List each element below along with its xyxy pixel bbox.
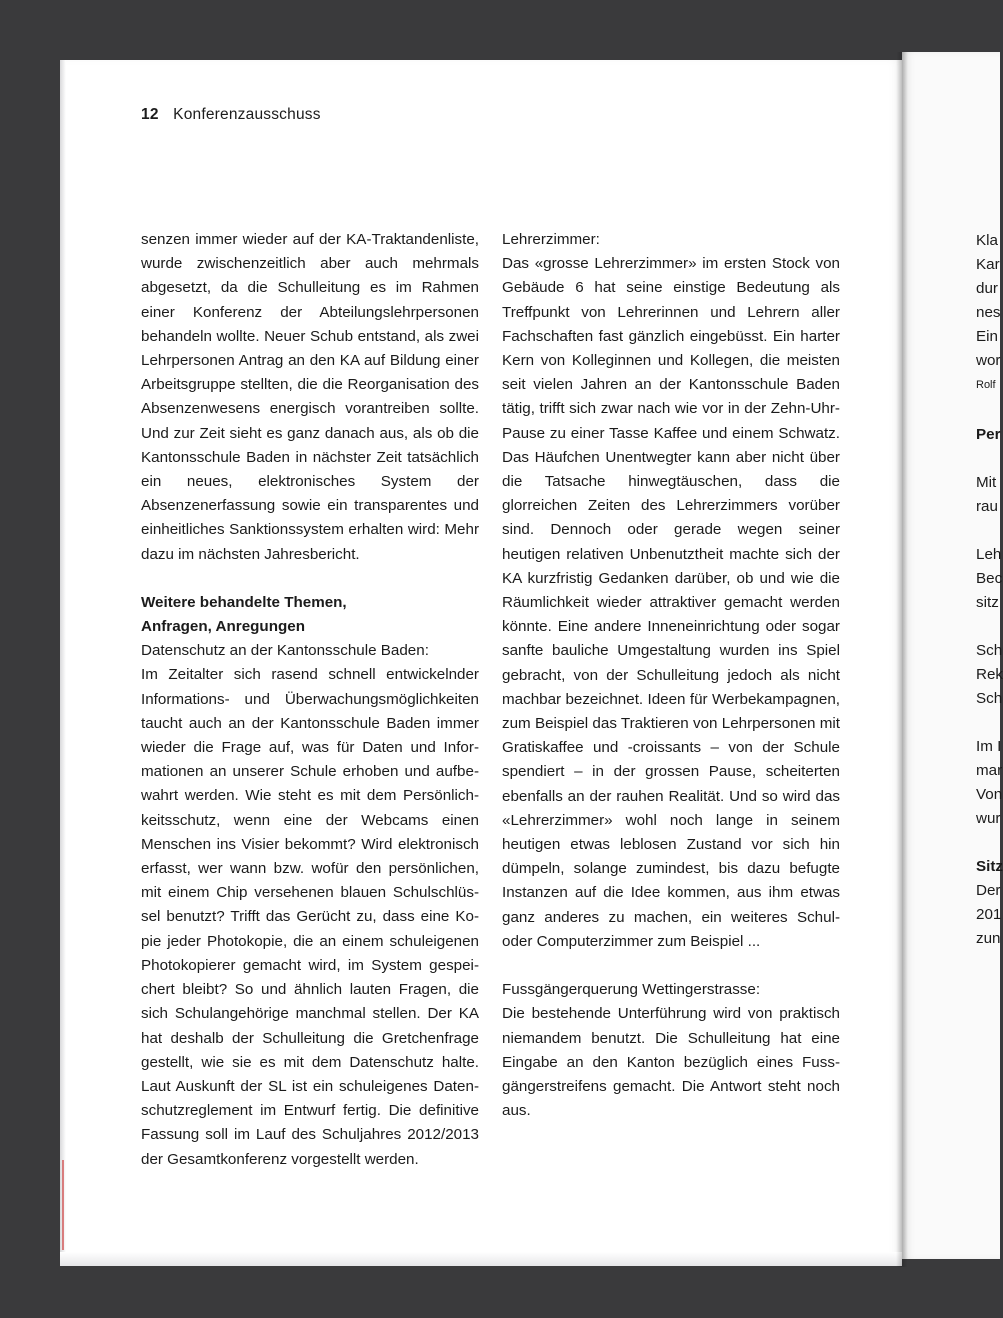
facing-page-fragment: Leh [976, 546, 1002, 563]
facing-page-fragment: zun [976, 930, 1001, 947]
facing-page-fragment: wur [976, 810, 1001, 827]
section-title: Konferenzausschuss [173, 106, 321, 123]
facing-page-fragment: sitz [976, 594, 999, 611]
facing-page-fragment: Sitz [976, 858, 1003, 875]
facing-page-fragment: nes [976, 304, 1001, 321]
left-page-edge [60, 60, 66, 1265]
facing-page-fragment: Kla [976, 232, 998, 249]
facing-page-fragment: wor [976, 352, 1001, 369]
facing-page-fragment: Sch [976, 690, 1003, 707]
facing-page-fragment: Kar [976, 256, 1000, 273]
facing-page-fragment: Im I [976, 738, 1002, 755]
facing-page-fragment: Von [976, 786, 1003, 803]
book-gutter [896, 52, 908, 1267]
topic-title-fussgaenger: Fussgängerquerung Wettingerstrasse: [502, 981, 761, 999]
facing-page-fragment: Ein [976, 328, 998, 345]
topic-paragraph-fussgaenger: Die bestehende Unterführung wird von praktisch niemandem benutzt. Die Schulleitung hat eine Eingabe an den Kanton bezüglich eines Fussgängerstreifens gemacht. Die Antwort steht noch aus. [502, 1005, 840, 1120]
facing-page-fragment: Per [976, 426, 1001, 443]
subheading-line-2: Anfragen, Anregungen [141, 618, 305, 636]
page-number: 12 [141, 106, 159, 123]
topic-title-lehrerzimmer: Lehrerzimmer: [502, 231, 600, 248]
topic-paragraph-datenschutz: Im Zeitalter sich rasend schnell entwickelnder Informations- und Überwachungsmöglichkeiten taucht auch an der Kantonsschule Baden immer wieder die Frage auf, was für Daten und Informationen an unserer Schule erhoben und aufbewahrt werden. Wie steht es mit dem Persönlichkeitsschutz, wenn eine der Webcams einen Menschen ins Visier bekommt? Wird elektronisch erfasst, wer wann bzw. wofür den persönlichen, mit einem Chip versehenen blauen Schulschlüssel benutzt? Trifft das Gerücht zu, dass eine Kopie jeder Photokopie, die an einem schuleigenen Photokopierer gemacht wird, im System gespeichert bleibt? So und ähnlich lauten Fragen, die sich Schulangehörige manchmal stellen. Der KA hat deshalb der Schulleitung die Gretchenfrage gestellt, wie sie es mit dem Datenschutz halte. Laut Auskunft der SL ist ein schuleigenes Datenschutzreglement im Entwurf fertig. Die definitive Fassung soll im Lauf des Schuljahres 2012/2013 der Gesamtkonferenz vorgestellt werden. [141, 666, 479, 1168]
facing-page-fragment: Bec [976, 570, 1003, 587]
binding-mark [62, 1160, 64, 1250]
facing-page-fragment: Rolf [976, 379, 996, 391]
right-text-column [502, 228, 840, 1123]
topic-title-datenschutz: Datenschutz an der Kantonsschule Baden: [141, 642, 429, 660]
intro-paragraph: senzen immer wieder auf der KA-Traktandenliste, wurde zwischenzeitlich aber auch mehrmals abgesetzt, da die Schulleitung es im Rahmen einer Konferenz der Abteilungslehrpersonen behandeln wollte. Neuer Schub entstand, als zwei Lehrpersonen Antrag an den KA auf Bildung einer Arbeitsgruppe stellten, die die Reorganisation des Absenzenwesens energisch vorantreiben sollte. Und zur Zeit sieht es ganz danach aus, als ob die Kantonsschule Baden in nächster Zeit tatsächlich ein neues, elektronisches System der Absenzenerfassung sowie ein transparentes und einheitliches Sanktionssystem erhalten wird: Mehr dazu im nächsten Jahresbericht. [141, 231, 479, 563]
topic-paragraph-lehrerzimmer: Das «grosse Lehrerzimmer» im ersten Stock von Gebäude 6 hat seine einstige Bedeutung als Treffpunkt von Lehrerinnen und Lehrern aller Fachschaften fast gänzlich eingebüsst. Ein harter Kern von Kolleginnen und Kollegen, die meisten seit vielen Jahren an der Kantonsschule Baden tätig, trifft sich zwar nach wie vor in der Zehn-Uhr-Pause zu einer Tasse Kaffee und einem Schwatz. Das Häufchen Unentwegter kann aber nicht über die Tatsache hinwegtäuschen, dass die glorreichen Zeiten des Lehrerzimmers vorüber sind. Dennoch oder gerade wegen seiner heutigen relativen Unbenutztheit machte sich der KA kurzfristig Gedanken darüber, ob und wie die Räumlichkeit wieder attraktiver gemacht werden könnte. Eine andere Inneneinrichtung oder sogar sanfte bauliche Umgestaltung wurden ins Spiel gebracht, von der Schulleitung jedoch als nicht machbar bezeichnet. Ideen für Werbekampagnen, zum Beispiel das Traktieren von Lehrpersonen mit Gratiskaffee und -croissants – von der Schule spendiert – in der grossen Pause, scheiterten ebenfalls an der rauhen Realität. Und so wird das «Lehrerzimmer» wohl noch lange in seinem heutigen etwas leblosen Zustand vor sich hin dümpeln, solange zumindest, bis dazu befugte Instanzen auf die Idee kommen, aus ihm etwas ganz anderes zu machen, ein weiteres Schul- oder Computerzimmer zum Beispiel ... [502, 255, 840, 950]
facing-page-fragment: Mit [976, 474, 997, 491]
facing-page-fragment: Rek [976, 666, 1003, 683]
running-header [141, 106, 321, 124]
facing-page-fragment: Der [976, 882, 1001, 899]
subheading [141, 591, 479, 639]
facing-page-fragment: Sch [976, 642, 1003, 659]
facing-page-fragment: rau [976, 498, 998, 515]
facing-page-fragment: dur [976, 280, 998, 297]
facing-page-fragment: mar [976, 762, 1003, 779]
left-text-column [141, 228, 479, 1172]
subheading-line-1: Weitere behandelte Themen, [141, 593, 347, 611]
left-page-bottom-edge [60, 1252, 902, 1266]
facing-page-fragment: 201 [976, 906, 1002, 923]
